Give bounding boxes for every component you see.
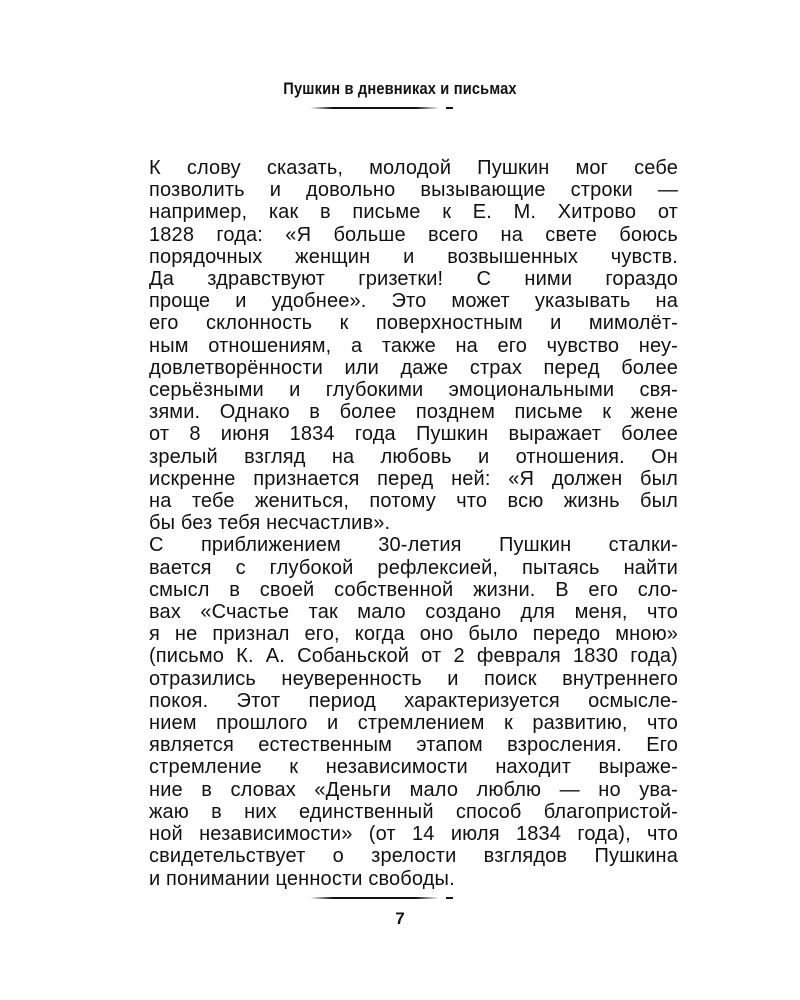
text-line: довлетворённости или даже страх перед более [149, 356, 678, 379]
footer-rule-line [310, 897, 439, 899]
text-line: ние в словах «Деньги мало люблю — но ува- [149, 778, 678, 801]
footer-rule-dash [446, 897, 453, 899]
text-line: бы без тебя несчастлив». [149, 512, 391, 535]
running-title: Пушкин в дневниках и письмах [283, 79, 517, 98]
text-line: зями. Однако в более позднем письме к жене [149, 401, 678, 424]
body-text [103, 157, 678, 890]
text-line: стремление к независимости находит выраже- [149, 756, 678, 779]
header-rule-line [310, 107, 439, 109]
text-line: например, как в письме к Е. М. Хитрово от [149, 201, 678, 224]
text-line: нием прошлого и стремлением к развитию, что [149, 712, 678, 735]
footer-rule [300, 894, 453, 902]
text-line: 1828 года: «Я больше всего на свете боюсь [149, 223, 678, 246]
text-line: и понимании ценности свободы. [149, 867, 455, 890]
text-line: (письмо К. А. Собаньской от 2 февраля 1830 года) [149, 645, 678, 668]
text-line: ной независимости» (от 14 июля 1834 года), что [149, 823, 678, 846]
text-line: на тебе жениться, потому что всю жизнь был [149, 490, 678, 513]
text-line: ным отношениям, а также на его чувство неу- [149, 334, 678, 357]
header-rule-dash [446, 107, 453, 109]
text-line: его склонность к поверхностным и мимолёт- [149, 312, 678, 335]
text-line: искренне признается перед ней: «Я должен был [149, 467, 678, 490]
text-line: свидетельствует о зрелости взглядов Пушкина [149, 845, 678, 868]
text-line: вах «Счастье так мало создано для меня, что [149, 601, 678, 624]
text-line: К слову сказать, молодой Пушкин мог себе [149, 157, 678, 179]
text-line: жаю в них единственный способ благопристой- [149, 800, 678, 823]
text-line: позволить и довольно вызывающие строки — [149, 179, 678, 202]
text-line: смысл в своей собственной жизни. В его сло- [149, 578, 678, 601]
text-line: я не признал его, когда оно было передо мною» [149, 623, 678, 646]
text-line: от 8 июня 1834 года Пушкин выражает более [149, 423, 678, 446]
text-line: покоя. Этот период характеризуется осмысле- [149, 689, 678, 712]
paragraph-1 [103, 157, 678, 534]
text-line: проще и удобнее». Это может указывать на [149, 290, 678, 313]
paragraph-2 [103, 534, 678, 889]
header-rule [300, 104, 453, 112]
text-line: вается с глубокой рефлексией, пытаясь найти [149, 556, 678, 579]
text-line: отразились неуверенность и поиск внутреннего [149, 667, 678, 690]
text-line: Да здравствуют гризетки! С ними гораздо [149, 268, 678, 291]
text-line: является естественным этапом взросления. Его [149, 734, 678, 757]
text-line: порядочных женщин и возвышенных чувств. [149, 245, 678, 268]
text-line: С приближением 30-летия Пушкин сталки- [149, 534, 678, 557]
text-line: зрелый взгляд на любовь и отношения. Он [149, 445, 678, 468]
text-line: серьёзными и глубокими эмоциональными свя- [149, 379, 678, 402]
page-number: 7 [395, 909, 405, 928]
